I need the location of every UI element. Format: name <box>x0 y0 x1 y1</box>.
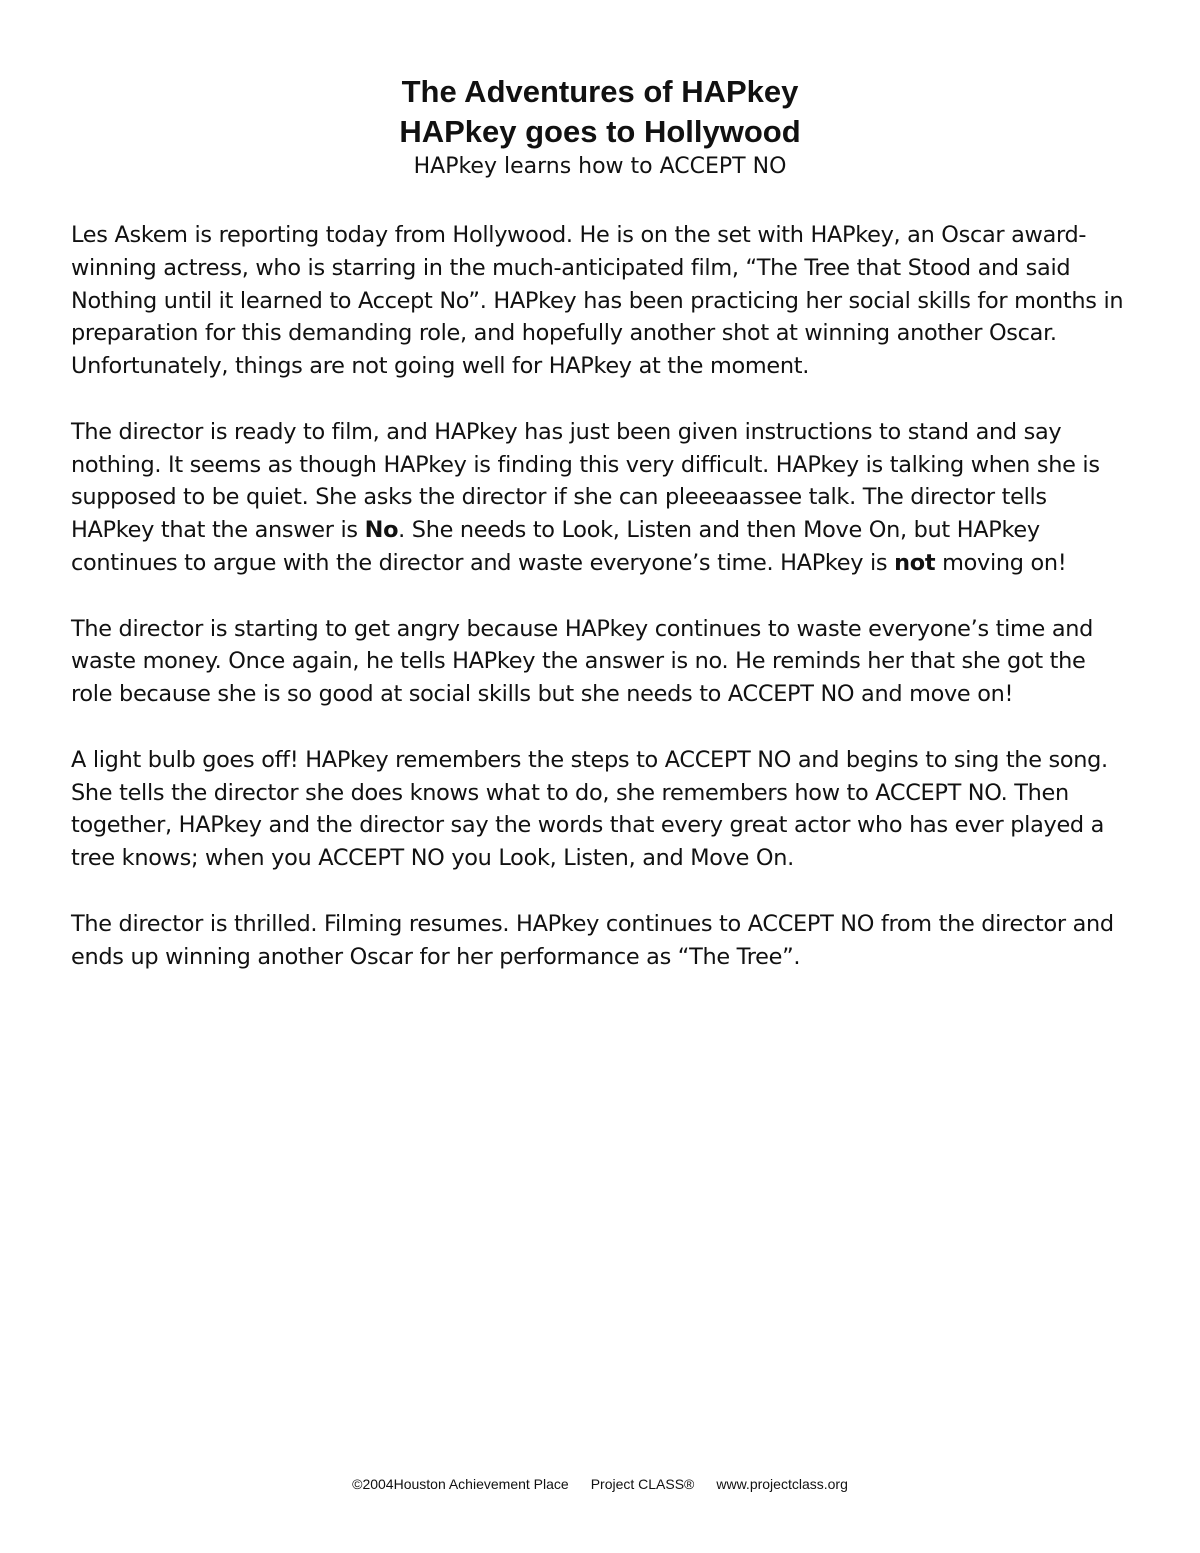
page-title: The Adventures of HAPkey <box>401 74 799 109</box>
paragraph-2-bold-not: not <box>894 549 936 576</box>
title-block <box>0 72 1200 182</box>
paragraph-2-text-c: moving on! <box>935 549 1067 576</box>
paragraph-2-text-a: The director is ready to film, and HAPkey has just been given instructions to stand and say nothing. It seems as though HAPkey is finding this very difficult. HAPkey is talking when she is supposed to be quiet. She asks the director if she can pleeeaassee talk. The director tells HAPkey that the answer is <box>71 418 1100 544</box>
paragraph-1: Les Askem is reporting today from Hollywood. He is on the set with HAPkey, an Oscar award-winning actress, who is starring in the much-anticipated film, “The Tree that Stood and said Nothing until it learned to Accept No”. HAPkey has been practicing her social skills for months in preparation for this demanding role, and hopefully another shot at winning another Oscar. Unfortunately, things are not going well for HAPkey at the moment. <box>71 222 1124 380</box>
page-title-secondary: HAPkey goes to Hollywood <box>399 114 801 149</box>
paragraph-2-bold-no: No <box>364 517 399 544</box>
paragraph-2-text-b: . She needs to Look, Listen and then Move On, but HAPkey continues to argue with the director and waste everyone’s time. HAPkey is <box>71 517 1040 576</box>
footer-copyright: ©2004Houston Achievement Place <box>352 1476 569 1492</box>
story-body <box>71 219 1133 1006</box>
paragraph-2 <box>71 416 1133 580</box>
paragraph-3: The director is starting to get angry because HAPkey continues to waste everyone’s time and waste money. Once again, he tells HAPkey the answer is no. He reminds her that she got the role because she is so good at social skills but she needs to ACCEPT NO and move on! <box>71 615 1094 708</box>
page-footer <box>0 1475 1200 1493</box>
paragraph-5: The director is thrilled. Filming resumes. HAPkey continues to ACCEPT NO from the director and ends up winning another Oscar for her performance as “The Tree”. <box>71 910 1114 970</box>
paragraph-4: A light bulb goes off! HAPkey remembers the steps to ACCEPT NO and begins to sing the song. She tells the director she does knows what to do, she remembers how to ACCEPT NO. Then together, HAPkey and the director say the words that every great actor who has ever played a tree knows; when you ACCEPT NO you Look, Listen, and Move On. <box>71 746 1108 872</box>
footer-project: Project CLASS® <box>590 1476 695 1492</box>
page-subtitle: HAPkey learns how to ACCEPT NO <box>413 154 787 179</box>
footer-url: www.projectclass.org <box>716 1476 848 1492</box>
